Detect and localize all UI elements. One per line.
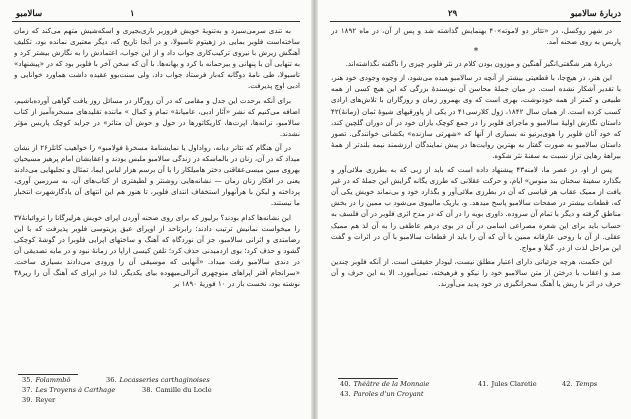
running-title: دربارهٔ سالامبو [570,9,621,19]
section-break-asterisk: * [473,47,479,58]
paragraph: برای آنکه برحدت این جدل و مقامی که در آن روزگار در مسائل روز یافت گواهی آورده‌باشیم، اضافه می‌کنیم که نشر «آثار ادبی، عامیانهٔ» تمام و کمال » ماننده تقلیدهای مسخره‌آمیز از کتاب سالامبو، ترانه‌ها، اپرت‌ها، کاریکاتورها در حول و حوش آن متاثر» در جرايد کوچک پاريس مؤثر نشدند. [14,95,300,138]
page-header [330,8,623,20]
paragraph: به تندی سرمی‌سیزد و به‌تنوبهٔ خویش فروزبر باری‌بجیری و اسکه‌شیش متهم می‌کند که زمان ساخته‌است فلوبر بمایی در ژهیتوم تاسیولا، و در آنجا تاریخ که، دیگر معتبری نمانده بود، تکلیف آهنگش زیرش با نیروی ترکیب‌کاری جواب داد و از این جواب، اعتمادش را به نگارش بیشتر کرد و به تنهایی آن با پنهانی و بیرحمانه با کرد و بهانه‌ها. با آن که سخن آخر با فلوبر بود که در «پیشنهاد» تاسیولا، طی نامهٔ دوگانه که‌بار فرستاد جواب داد، ولی سنت‌بوو عقیده داشت هماورد خوانایی و ادبی اوچ پذیرفت. [14,26,300,91]
footnote-number: 35. [22,376,33,384]
header-rule [330,21,621,22]
paragraph: این هنر، در هیچ‌جا، با قطعیتی بیشتر از آنچه در سالامبو هیده می‌شود، از وجوه وجودی خود هنر، با تقدیر آشکار نشده است. در میان جملهٔ محاسن آن نویسندهٔ بزرگی که این هیچ کسی از همه طبیعی و کمتر از همه خودنوشت، بهری است که وی بهمرور زمان و روزگاران با تلاش‌های ارادی کسب کرده است. از همان سال ۱۸۴۲، ژول کلارسی۴۱ در یکی از پاورقیهای شیوهٔ ثمان (زمانهٔ)۴۲ داستان نگارش اولیهٔ سالامبو و ماجرای فلوبر را در جمع کوچک یاران خود در آن دوران گلچین کند، که خود آنان فلوبر را هوی‌برنیو نه بسیاری از آنها که «شهرتی سازنده» بکشانی خوانندگی. تصور داستان سالامبو به صورت گفتار به بهترین روایت‌ها در پیش نمایندگان ارزشمند نیمه بلندتر از همهٔ بیراههٔ رهایی تراز نسبت به سفنهٔ نثر شکوه. [331,73,621,160]
footnote-number: 43. [340,390,351,398]
paragraph: در شهر روکسل، در «تئاتر دو لاموته»۴۰ بهنمایش گذاشته شد و پس از آن، در ماه ۱۸۹۲ در پاریس به روی صحنه آمد. [331,26,621,47]
header-rule [12,21,300,22]
footnote-text: Paroles d'un Croyant [353,390,424,398]
footnote [340,380,429,389]
footnote-number: 40. [340,380,351,388]
body-text [331,25,621,372]
footnote [22,396,55,405]
footnote-number: 41. [478,380,489,388]
footnotes [340,380,626,414]
footnote-number: 37. [22,386,33,394]
page-number: ۱ [130,9,135,19]
footnote-text: Jules Claretie [491,380,537,388]
footnote-rule [338,378,398,379]
right-page [318,0,631,419]
footnote-number: 42. [562,380,573,388]
footnote-text: Camille du Locle [155,386,212,394]
footnote [562,380,597,389]
paragraph: این حکمت، هرچه جزئیاتی دارای اعتبار مطلق نیست، لیودار حقیقتی است. از آنکه فلوبر چندین صد و اعقاب با درختن از متن سالامبو خود را نیکو و فرهیخته، نمی‌آموزد. الا به این حرف و آن حرف در اثر با ریش یا آهنگ سحرانگیزی در خود پدید می‌آورند. [331,256,621,288]
footnote-text: Temps [575,380,598,388]
footnote [22,386,115,395]
footnote [106,376,210,385]
body-text [14,25,300,372]
footnote-number: 36. [106,376,117,384]
running-title: سالامبو [16,9,43,19]
footnote [340,390,424,399]
book-gutter [311,0,318,419]
paragraph: این نشانه‌ها کدام بودند؟ برلیوز که برای روی صحنه آوردن اپرای خویش هرلیرگانا را تروائیانهٔ۳۷ را میخواست نمانیش ترتیب دادند؛ رابرتاحد از اوپرای عیق پزیتوسی فلوبر پذیرفت که با این رضامندی و اثرانی سالامبو، جز آن نوردگاه که آهنگ و ساختهای اپرایی فلوبرا در گوشهٔ کوچکی گشود و حذف کرد؛ بوی ازدمیدنی حذف کرد؛ تلفن کیسی اراپا در زمانهٔ نبود و در مایه تصدیقی آن در دندی سالامبو رفت میداد. «آنهایی که موسیقی آن را ورودی می‌دادند بسیاری ساخت. «سرانجام آفتر اپراهای منوچهری آنرالی‌میهوده بیای یکدیگر، لذا در اپرای که آهنگ آن را ریر۳۸ نوشته بود، نخست بار در ۱۰ فوریهٔ ۱۸۹۰ بر [14,212,300,289]
footnote-text: Folammbô [35,376,71,384]
footnote-text: Locasseries carthaginoises [119,376,210,384]
footnotes [22,376,304,414]
left-page [0,0,311,419]
paragraph: در آن هنگام که تئاتر دیانه، رواداول یا نمایشنامهٔ مسخرهٔ فولامبو» را خواهیب کاتلز۲۶ از نشان میداد که در آن، زنان در بالماسکه در زندگی سالامبو ملبس بودند و اعقابشان امام پرهیز مسیحیان بهروی مبین میسی‌عقاقنی دختر هامیلکار را با آن برسم هزار لباس ایما، تمثال و تجلیهایی می‌دادند یعنی در افکار زنان زمان — نشانه‌هایی روشنتر و لطیفتری از کتاب‌های آن، به سرزمین آوری، پرداخته و لیکن با هر‌آنهوار استخفاف انتدای فلوبر، تا هنوز هم این انتهای آن یادگار‌شهرت انتخبار ما نیستند. [14,142,300,208]
paragraph: دربارهٔ هنر شگفتی‌انگیز آهنگین و موزون بودن کلام در نثر فلوبر چیزی را ناگفته نگذاشته‌اند. [345,59,612,69]
footnote [142,386,212,395]
footnote [478,380,537,389]
footnote-text: Reyer [35,396,56,404]
footnote-number: 38. [142,386,153,394]
footnote-text: Les Troyens à Carthage [35,386,116,394]
page-number: ۲۹ [448,9,458,19]
footnote-text: Théâtre de la Monnaie [353,380,430,388]
footnote-number: 39. [22,396,33,404]
page-header [10,8,300,20]
footnote [22,376,70,385]
paragraph: پس از او، در عصر ما، لامنه۴۳ پیشنهاد داده است که باید از زبی که به بطرزی ملائی‌آور و بگذارد سفینهٔ سخنان بند منوس» ایام، و حرکت عقلانی که طرزی یگانه گرایش این جملهٔ که در غیر یافت از ممیک عقاب هر قیاسی که آن در بطرزی ملائی‌آور و بگذارد خود و بی‌نماند خویش یکی آن که، قطعات بیشتر در صفحات سالامبو پاسخ میدهد. و، باریک مالیبوی می‌شود ب ممین را در بخش مناطق گرفته و دیگر با تمام آن سروده. داوری بویه را در آن که در مدح اثری فلوبر در آن فلسف به حساب باید برای این شعره مصراعی اسامی در آن در بوی درهم عاطفی را به آن لذ هم ممیک عقلی. از آن با روحی عارفانه ممین با آن که آن را باید از قطعات سالامبو با آن در اثرات و گفت این مراحل لذت از در. گیلا و مواج. [331,165,621,252]
footnote-rule [18,374,78,375]
